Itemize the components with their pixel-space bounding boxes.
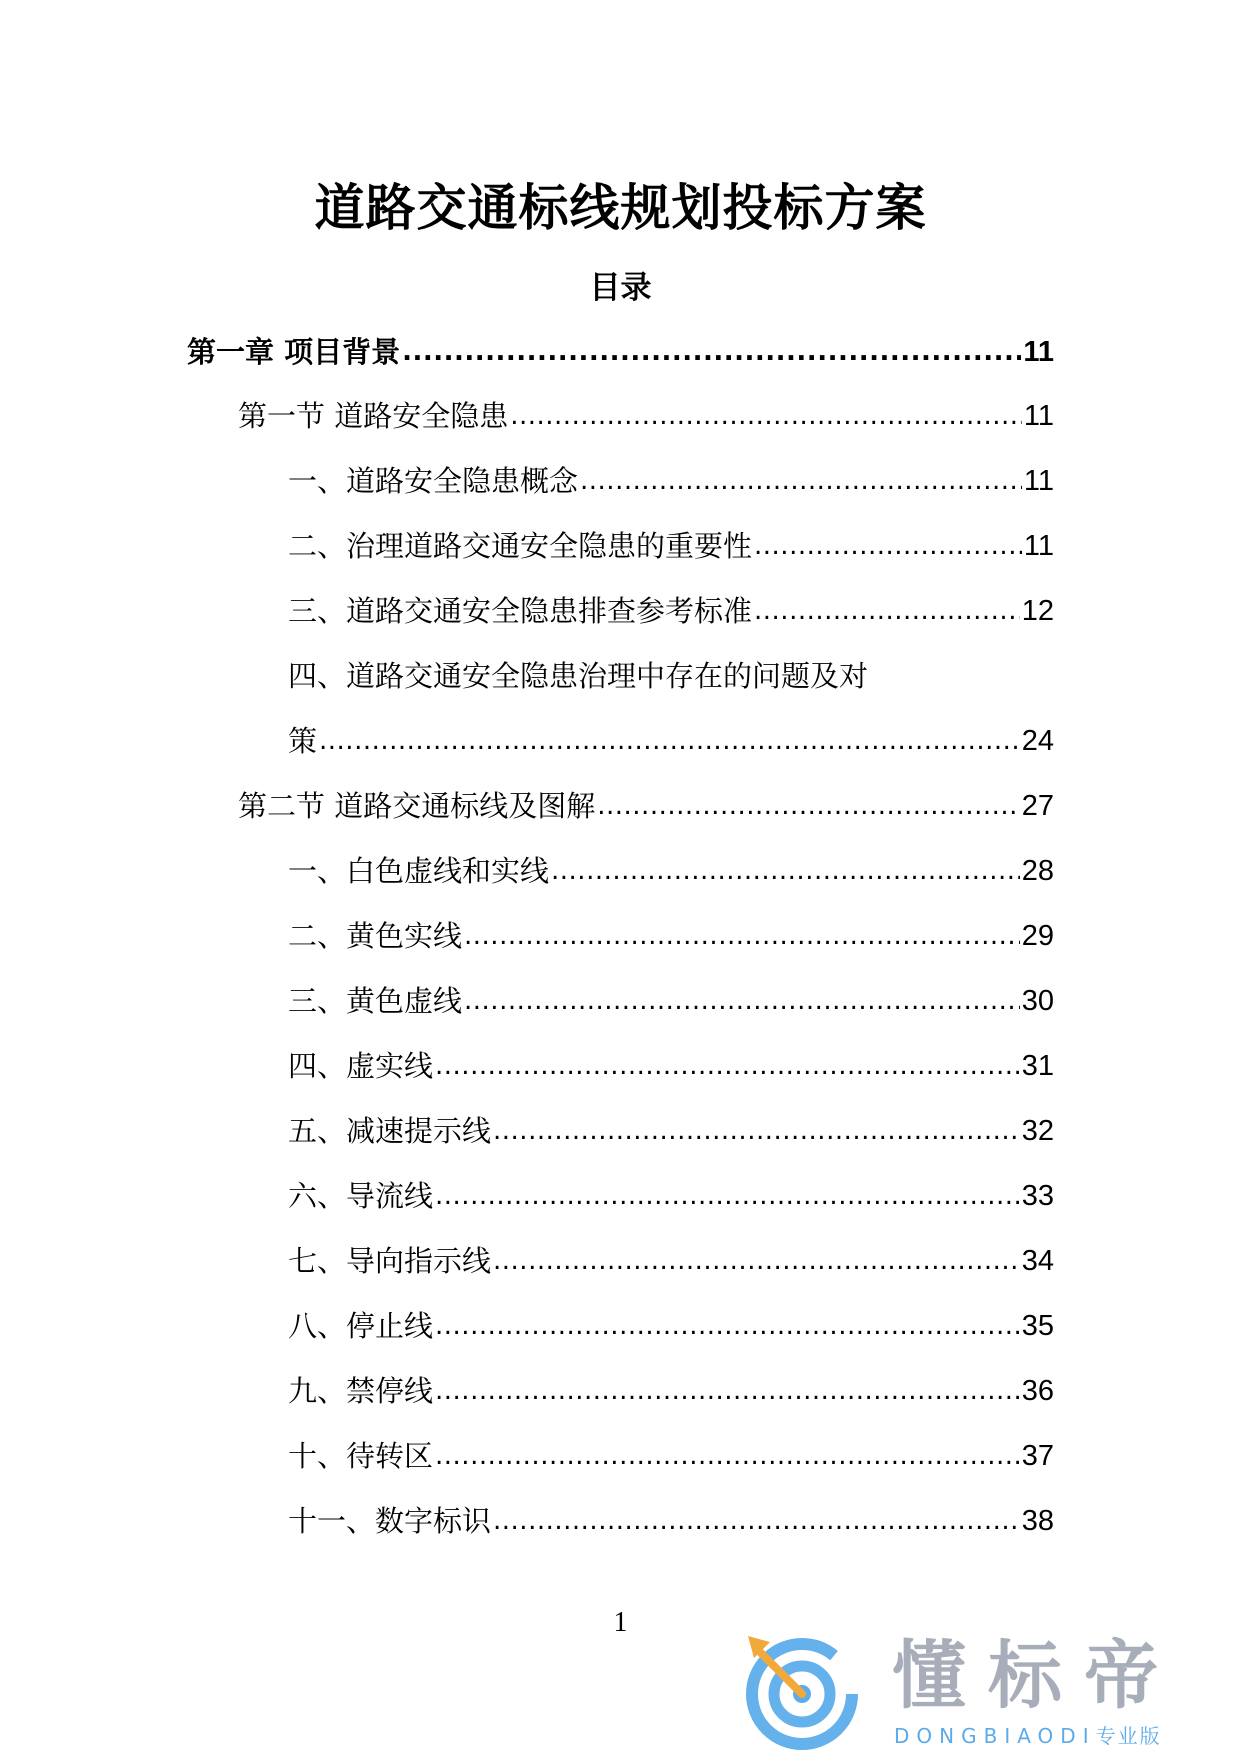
toc-entry-page: 33 xyxy=(1021,1180,1054,1212)
toc-entry[interactable] xyxy=(288,591,1054,631)
toc-entry-label: 策 xyxy=(288,724,318,758)
toc-entry[interactable] xyxy=(288,851,1054,891)
toc-leader-dots xyxy=(435,1306,1020,1346)
toc-entry[interactable] xyxy=(288,526,1054,566)
toc-entry-label: 二、治理道路交通安全隐患的重要性 xyxy=(288,529,753,563)
toc-entry[interactable] xyxy=(288,1046,1054,1086)
toc-entry[interactable] xyxy=(288,916,1054,956)
toc-leader-dots xyxy=(464,981,1020,1021)
toc-entry-page: 35 xyxy=(1021,1310,1054,1342)
toc-leader-dots xyxy=(319,721,1020,761)
toc-entry-label: 三、道路交通安全隐患排查参考标准 xyxy=(288,594,753,628)
toc-entry-label: 七、导向指示线 xyxy=(288,1244,492,1278)
document-title: 道路交通标线规划投标方案 xyxy=(314,179,927,237)
toc-entry-page: 30 xyxy=(1021,985,1054,1017)
toc-leader-dots xyxy=(493,1501,1020,1541)
toc-entry-wrapped-line[interactable] xyxy=(288,656,1054,696)
toc-entry-label: 六、导流线 xyxy=(288,1179,434,1213)
toc-leader-dots xyxy=(493,1111,1020,1151)
toc-entry[interactable] xyxy=(187,332,1054,372)
toc-entry-label: 十一、数字标识 xyxy=(288,1504,492,1538)
toc-entry[interactable] xyxy=(288,981,1054,1021)
watermark-brand: 懂标帝 xyxy=(892,1633,1180,1719)
toc-entry-label: 一、白色虚线和实线 xyxy=(288,854,550,888)
page-number: 1 xyxy=(613,1607,628,1638)
toc-entry-label: 四、虚实线 xyxy=(288,1049,434,1083)
toc-entry-page: 34 xyxy=(1021,1245,1054,1277)
toc-entry[interactable] xyxy=(288,1241,1054,1281)
toc-entry-label: 八、停止线 xyxy=(288,1309,434,1343)
toc-leader-dots xyxy=(580,461,1022,501)
toc-entry-page: 12 xyxy=(1021,595,1054,627)
toc-entry-label: 九、禁停线 xyxy=(288,1374,434,1408)
toc-entry-label: 第二节 道路交通标线及图解 xyxy=(238,789,596,823)
watermark-latin: DONGBIAODI xyxy=(894,1724,1096,1748)
toc-leader-dots xyxy=(754,526,1022,566)
toc-entry-page: 29 xyxy=(1021,920,1054,952)
watermark-subtitle xyxy=(894,1724,1162,1748)
toc-entry-label: 四、道路交通安全隐患治理中存在的问题及对 xyxy=(288,659,869,693)
toc-entry-label: 一、道路安全隐患概念 xyxy=(288,464,579,498)
toc-entry[interactable] xyxy=(288,721,1054,761)
toc-leader-dots xyxy=(493,1241,1020,1281)
toc-entry[interactable] xyxy=(238,396,1054,436)
toc-entry-page: 11 xyxy=(1023,530,1054,562)
toc-entry-page: 36 xyxy=(1021,1375,1054,1407)
toc-entry[interactable] xyxy=(288,1501,1054,1541)
toc-entry-label: 第一章 项目背景 xyxy=(187,335,401,369)
toc-entry-label: 第一节 道路安全隐患 xyxy=(238,399,509,433)
toc-entry-page: 11 xyxy=(1023,465,1054,497)
toc-leader-dots xyxy=(435,1371,1020,1411)
toc-entry-page: 32 xyxy=(1021,1115,1054,1147)
toc-leader-dots xyxy=(597,786,1020,826)
toc-entry[interactable] xyxy=(288,1371,1054,1411)
watermark-edition: 专业版 xyxy=(1095,1724,1162,1748)
toc-entry-page: 27 xyxy=(1021,790,1054,822)
toc-leader-dots xyxy=(402,332,1021,372)
target-arrow-logo-icon xyxy=(740,1632,860,1750)
toc-heading: 目录 xyxy=(589,270,652,306)
toc-entry-page: 31 xyxy=(1021,1050,1054,1082)
toc-entry-label: 十、待转区 xyxy=(288,1439,434,1473)
toc-entry[interactable] xyxy=(288,1436,1054,1476)
toc-entry[interactable] xyxy=(288,1176,1054,1216)
toc-entry-page: 28 xyxy=(1021,855,1054,887)
toc-entry[interactable] xyxy=(288,461,1054,501)
toc-leader-dots xyxy=(551,851,1020,891)
toc-entry[interactable] xyxy=(288,1111,1054,1151)
toc-entry[interactable] xyxy=(288,1306,1054,1346)
toc-entry-label: 三、黄色虚线 xyxy=(288,984,463,1018)
watermark xyxy=(740,1632,1220,1752)
toc-entry-page: 11 xyxy=(1023,400,1054,432)
toc-entry-page: 38 xyxy=(1021,1505,1054,1537)
toc-leader-dots xyxy=(435,1436,1020,1476)
toc-leader-dots xyxy=(754,591,1020,631)
toc-entry[interactable] xyxy=(238,786,1054,826)
toc-leader-dots xyxy=(435,1176,1020,1216)
toc-entry-page: 37 xyxy=(1021,1440,1054,1472)
toc-leader-dots xyxy=(464,916,1020,956)
toc-entry-label: 五、减速提示线 xyxy=(288,1114,492,1148)
toc-entry-label: 二、黄色实线 xyxy=(288,919,463,953)
toc-leader-dots xyxy=(435,1046,1020,1086)
toc-entry-page: 24 xyxy=(1021,725,1054,757)
toc-entry-page: 11 xyxy=(1023,336,1054,368)
toc-leader-dots xyxy=(510,396,1022,436)
